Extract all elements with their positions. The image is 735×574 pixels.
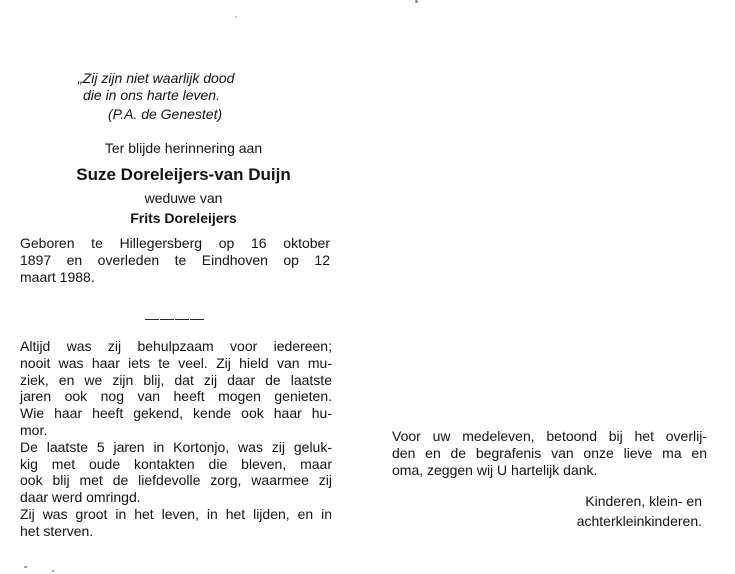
birth-line-2: 1897 en overleden te Eindhoven op 12: [20, 252, 330, 268]
right-card-panel: [367, 0, 735, 574]
section-divider: ————: [145, 310, 205, 326]
birth-line-1: Geboren te Hillegersberg op 16 oktober: [20, 235, 330, 251]
widow-of-label: weduwe van: [144, 190, 223, 206]
quote-line-1: „Zij zijn niet waarlijk dood: [78, 70, 235, 86]
tribute-line: Wie haar heeft gekend, kende ook haar hu-: [20, 405, 332, 422]
quote-author: (P.A. de Genestet): [108, 106, 223, 122]
tribute-line: Zij was groot in het leven, in het lijden, en in: [20, 505, 332, 522]
deceased-name: Suze Doreleijers-van Duijn: [76, 165, 291, 184]
memorial-quote: [78, 70, 298, 123]
thanks-paragraph: [392, 428, 707, 479]
tribute-line: ziek, en we zijn blij, dat zij daar de laatste: [20, 371, 332, 388]
tribute-line: De laatste 5 jaren in Kortonjo, was zij geluk-: [20, 438, 332, 455]
tribute-line: Altijd was zij behulpzaam voor iedereen;: [20, 338, 332, 354]
tribute-line: nooit was haar iets te veel. Zij hield van mu-: [20, 354, 332, 371]
paper-speck: [415, 0, 418, 3]
intro-text: Ter blijde herinnering aan: [104, 140, 263, 156]
tribute-line: mor.: [20, 421, 48, 438]
tribute-paragraph: [20, 338, 332, 540]
signoff-line-2: achterkleinkinderen.: [576, 513, 702, 529]
quote-line-2: die in ons harte leven.: [83, 87, 220, 103]
tribute-line: jaren ook nog van heeft mogen genieten.: [20, 388, 332, 405]
thanks-line: oma, zeggen wij U hartelijk dank.: [392, 462, 598, 478]
paper-speck: [24, 566, 27, 568]
tribute-line: kig met oude kontakten die bleven, maar: [20, 455, 332, 472]
left-card-panel: [0, 0, 367, 574]
signoff-line-1: Kinderen, klein- en: [585, 493, 702, 509]
tribute-line: het sterven.: [20, 522, 94, 539]
family-signoff: [577, 491, 702, 531]
paper-speck: [52, 570, 54, 572]
birth-line-3: maart 1988.: [20, 269, 95, 285]
husband-name: Frits Doreleijers: [130, 210, 237, 226]
thanks-line: Voor uw medeleven, betoond bij het overlij-: [392, 428, 707, 444]
tribute-line: daar werd omringd.: [20, 489, 141, 506]
thanks-line: den en de begrafenis van onze lieve ma en: [392, 445, 707, 461]
tribute-line: ook blij met de liefdevolle zorg, waarmee zij: [20, 472, 332, 489]
paper-speck: [235, 16, 237, 18]
birth-death-paragraph: [20, 235, 330, 286]
